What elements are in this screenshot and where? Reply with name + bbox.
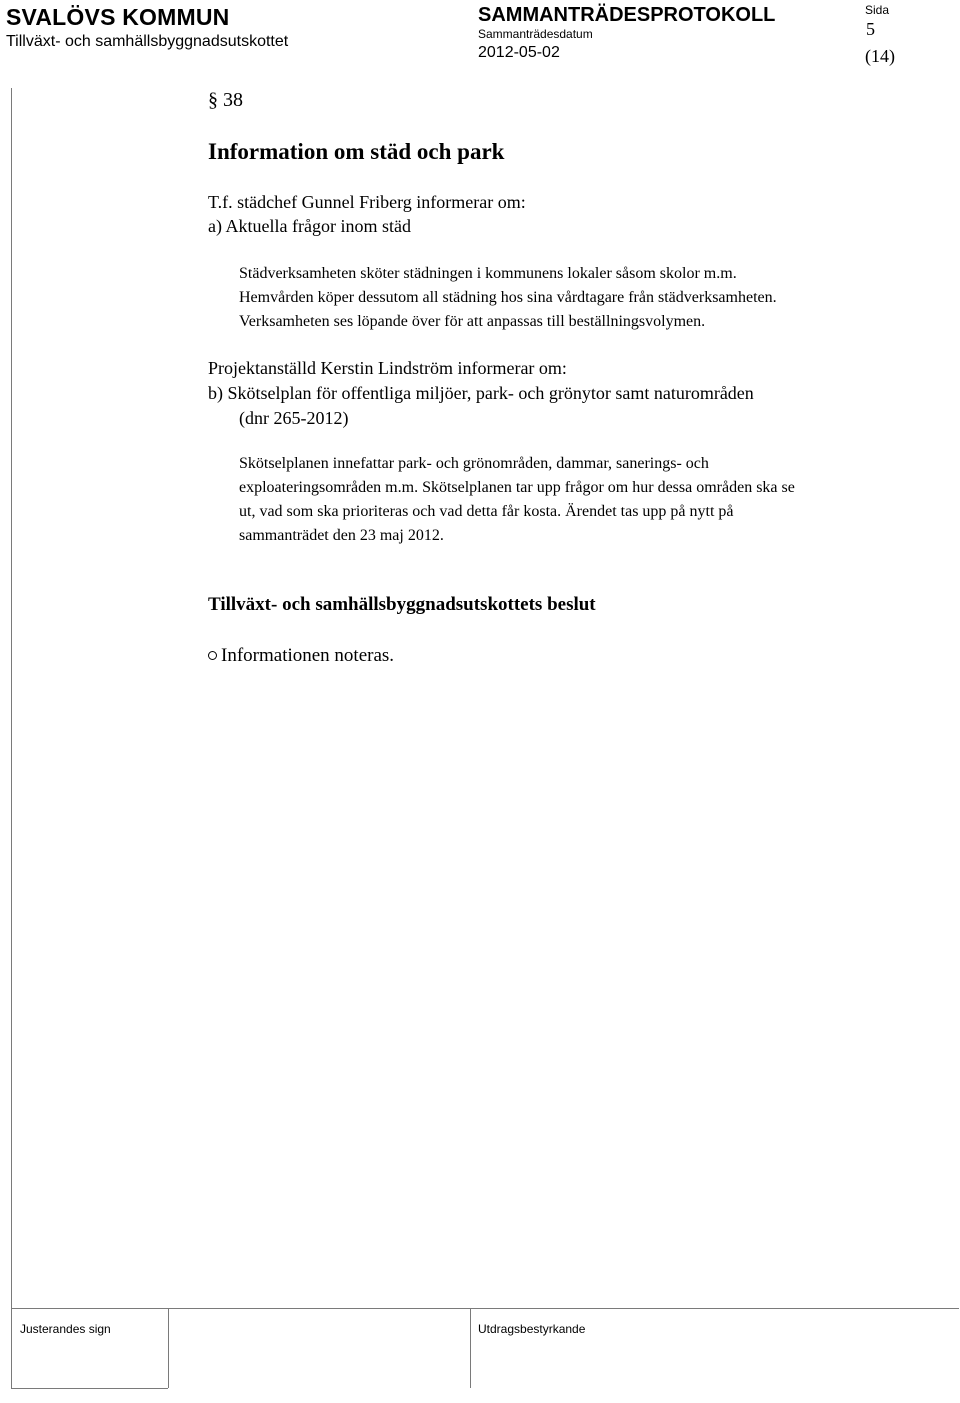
signature-label: Justerandes sign xyxy=(20,1322,111,1336)
page-total: (14) xyxy=(865,46,895,66)
body-line: Projektanställd Kerstin Lindström informerar om: xyxy=(208,358,567,378)
paragraph-number: § 38 xyxy=(208,89,243,111)
section-title: Information om städ och park xyxy=(208,139,505,164)
body-line: b) Skötselplan för offentliga miljöer, park- och grönytor samt naturområden xyxy=(208,383,754,403)
document-type: SAMMANTRÄDESPROTOKOLL xyxy=(478,4,776,26)
body-line: (dnr 265-2012) xyxy=(239,408,349,428)
bullet-icon xyxy=(208,651,217,660)
page-label: Sida xyxy=(865,3,890,17)
body-line: Städverksamheten sköter städningen i kommunens lokaler såsom skolor m.m. xyxy=(239,265,737,282)
body-line: a) Aktuella frågor inom städ xyxy=(208,216,411,236)
meeting-date-label: Sammanträdesdatum xyxy=(478,27,593,41)
body-line: Verksamheten ses löpande över för att anpassas till beställningsvolymen. xyxy=(239,313,706,330)
body-line: ut, vad som ska prioriteras och vad detta får kosta. Ärendet tas upp på nytt på xyxy=(239,503,734,520)
body-line: sammanträdet den 23 maj 2012. xyxy=(239,527,444,544)
body-line: exploateringsområden m.m. Skötselplanen tar upp frågor om hur dessa områden ska se xyxy=(239,479,795,496)
committee-name: Tillväxt- och samhällsbyggnadsutskottet xyxy=(6,33,289,50)
footer-rule xyxy=(11,1308,959,1309)
body-line: T.f. städchef Gunnel Friberg informerar om: xyxy=(208,192,526,212)
footer-divider xyxy=(168,1308,169,1388)
footer-divider xyxy=(470,1308,471,1388)
page-number: 5 xyxy=(866,19,875,39)
decision-item: Informationen noteras. xyxy=(221,645,395,666)
left-margin-rule xyxy=(11,88,12,1388)
extract-certification-label: Utdragsbestyrkande xyxy=(478,1322,586,1336)
decision-heading: Tillväxt- och samhällsbyggnadsutskottets beslut xyxy=(208,594,596,615)
body-line: Skötselplanen innefattar park- och grönområden, dammar, sanerings- och xyxy=(239,455,709,472)
meeting-date: 2012-05-02 xyxy=(478,44,560,61)
body-line: Hemvården köper dessutom all städning hos sina vårdtagare från städverksamheten. xyxy=(239,289,777,306)
footer-bottom-rule xyxy=(11,1388,168,1389)
organization-name: SVALÖVS KOMMUN xyxy=(6,4,230,30)
